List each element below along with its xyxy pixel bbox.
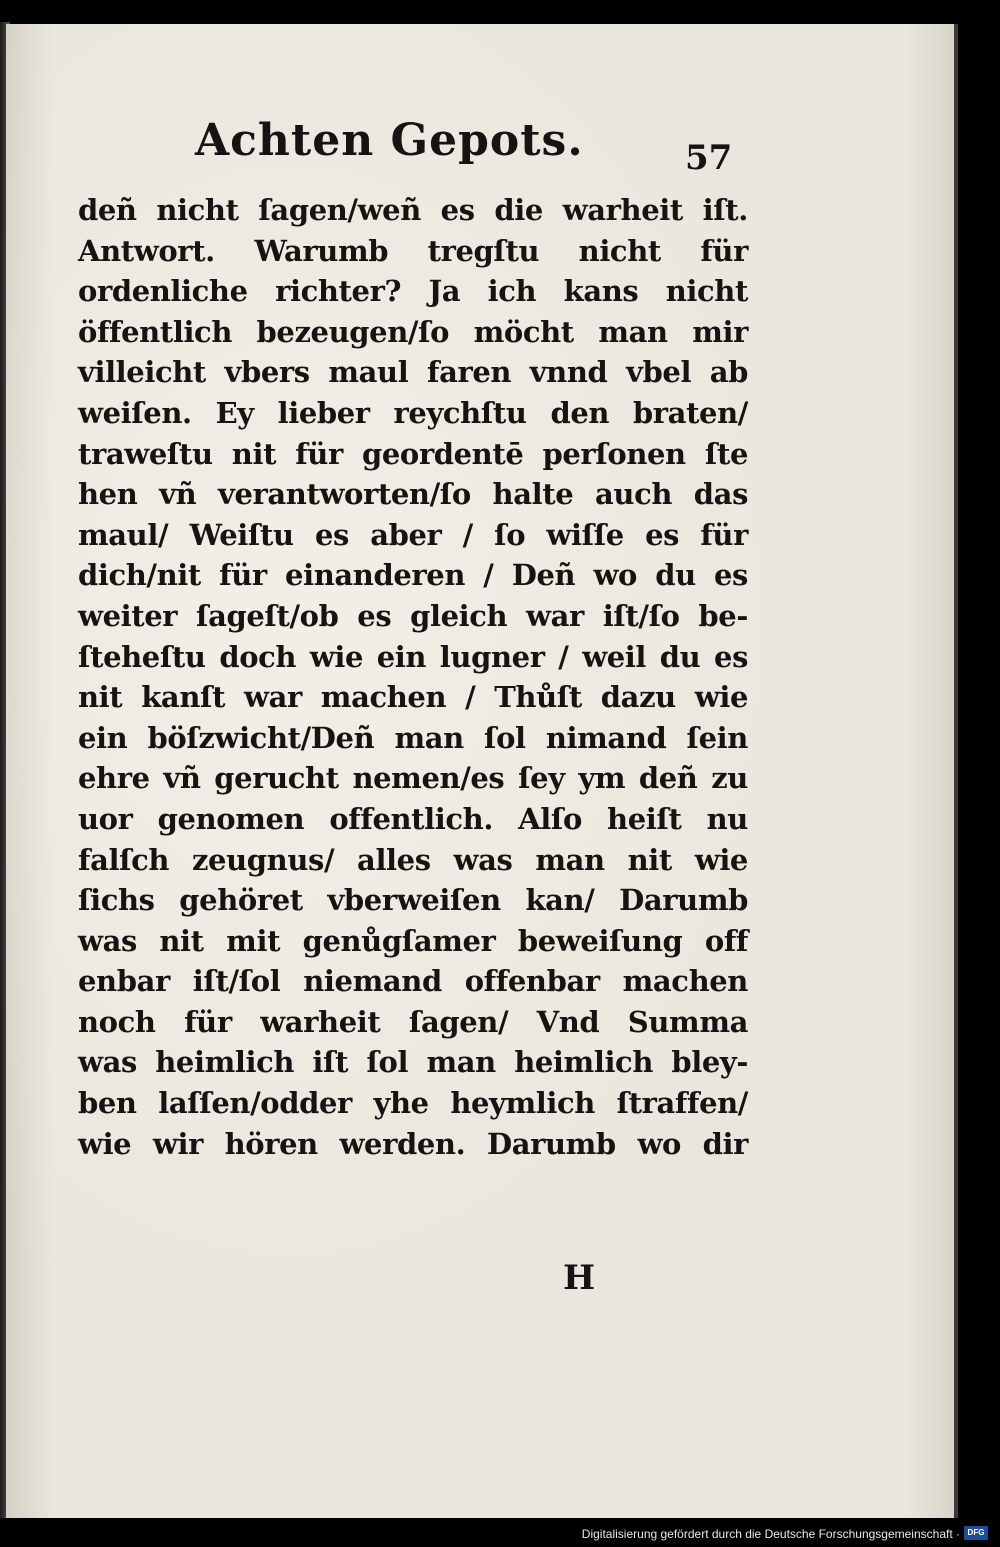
text-line: nit kanſt war machen / Thůſt dazu wie [78,680,748,715]
text-line: weiſen. Ey lieber reychſtu den braten/ [78,395,748,430]
text-line: traweſtu nit für geordentē perſonen ſte [78,436,748,471]
signature-mark: H [563,1258,596,1298]
text-line: enbar iſt/ſol niemand offenbar machen [78,964,748,999]
text-line: maul/ Weiſtu es aber / ſo wiſſe es für [78,517,748,552]
text-line: noch für warheit ſagen/ Vnd Summa [78,1004,748,1039]
text-line: ein böſzwicht/Deñ man ſol nimand ſein [78,720,748,755]
text-line: ehre vñ gerucht nemen/es ſey ym deñ zu [78,761,748,796]
text-line: dich/nit für einanderen / Deñ wo du es [78,558,748,593]
text-line: hen vñ verantworten/ſo halte auch das [78,477,748,512]
text-line: ben laſſen/odder yhe heymlich ſtraffen/ [78,1086,748,1121]
funding-credit: Digitalisierung gefördert durch die Deutsche Forschungsgemeinschaft · [581,1527,960,1541]
text-line: uor genomen offentlich. Alſo heiſt nu [78,801,748,836]
text-line: was nit mit genůgſamer beweiſung off [78,923,748,958]
text-line: ſteheſtu doch wie ein lugner / weil du es [78,639,748,674]
text-line: wie wir hören werden. Darumb wo dir [78,1126,748,1161]
text-line: was heimlich iſt ſol man heimlich bley- [78,1045,748,1080]
text-line: weiter ſageſt/ob es gleich war iſt/ſo be- [78,598,748,633]
body-text [78,190,748,1164]
text-line: ſichs gehöret vberweiſen kan/ Darumb [78,883,748,918]
dfg-logo-icon: DFG [964,1526,988,1540]
text-line: ordenliche richter? Ja ich kans nicht [78,274,748,309]
running-head: Achten Gepots. [195,115,584,166]
text-line: Antwort. Warumb tregſtu nicht für [78,233,748,268]
text-line: falſch zeugnus/ alles was man nit wie [78,842,748,877]
text-line: deñ nicht ſagen/weñ es die warheit iſt. [78,193,748,227]
text-line: öffentlich bezeugen/ſo möcht man mir [78,314,748,349]
folio-number: 57 [685,138,733,178]
text-line: villeicht vbers maul faren vnnd vbel ab [78,355,748,390]
